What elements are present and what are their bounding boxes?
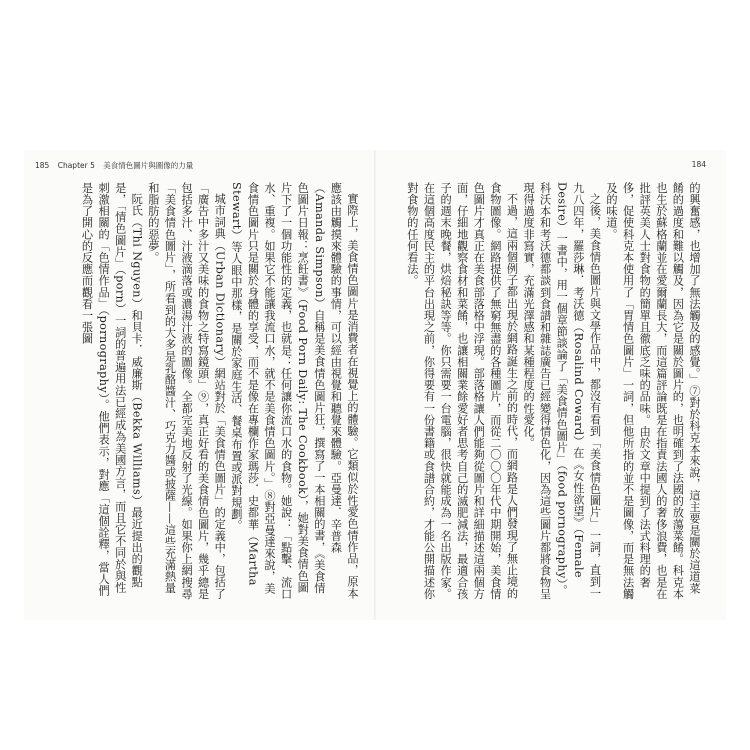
right-paragraph-3: 不過，這兩個例子都出現於網路誕生之前的時代，而網路是人們發現了無止境的食物圖像。網路提供了無窮無盡的各種圖片，而從二〇〇〇年代中期開始，美食情色圖片才真正在美食部落格中浮現。部落格讓人們能夠從圖片和詳細描述這兩個方面，仔細地觀察食材和菜餚，也讓相關業餘愛好者思考自己的滅肥減法，最適合孩子的週末晚餐，烘焙秘訣等等。你只需要一台電腦，很快就能成為一名出版作家。在這個高度民主的平台出現之前，你得要有一份書籍或食譜合約，才能公開描述你對食物的任何看法。 (405, 182, 519, 600)
right-paragraph-1: 的興奮感，也增加了無法觸及的感覺。」⑦對於科克本來說，這主要是關於這道菜餚的過度和難以觸及，因為它是關於圖片的，也明確到了法國的放蕩菜餚。科克本也生於蘇格蘭並在愛爾蘭長大，而這篇評論既是在指責法國人的奢侈浪費，也是在批評英美人士對食物的簡單且徹底乏味的品味。由於文章中提到了法式料理的奢侈，促使科克本使用了「胃情色圖片」一詞，但他所指的並不是圖像，而是無法觸及的味道。 (605, 182, 701, 600)
left-paragraph-2: 城市詞典（Urban Dictionary）網站對於「美食情色圖片」的定義中，包括了「廣告中多汁又美味的食物之特寫鏡頭」⑨，真正好看的美食情色圖片，幾乎總是包括多汁、汁液滴落或濃湯汁液的圖像。全都完美地反射了光線。如果你上網搜尋「美食情色圖片」，所看到的大多是乳酪醬汁、巧克力醬或披薩——這些充滿熱量和脂肪的惡夢。 (146, 182, 227, 600)
left-paragraph-3: 阮氏（Thi Nguyen）和貝卡．威廉斯（Bekka Williams）最近提出的觀點是，「情色圖片」（porn）一詞的普遍用法已經成為美國方言，而且它不同於與性刺激相關的「色情作品」（pornography）。他們表示，對應「這個詮釋，當人們是為了開心的反應而觀看一張圖 (80, 182, 144, 597)
book-gutter (374, 150, 376, 620)
running-title: 美食情色圖片與圖像的力量 (103, 161, 194, 170)
right-page-body (396, 182, 702, 602)
right-page-header (692, 160, 712, 169)
left-page-number: 185 (35, 161, 50, 170)
left-paragraph-1: 實際上，美食情色圖片是消費者在視覺上的體驗。它類似於性愛色情作品，原本應該由觸摸來體驗的事情，可以經由視覺和聽覺來體驗。亞曼達．辛普森（Amanda Simpson）自稱是美食情色圖片狂，撰寫了一本相關的書，《美食情色圖片日報：烹飪書》（Food Porn Daily: The Cookbook），她對美食情色圖片下了一個功能性的定義，也就是：任何讓你流口水的食物。她說：「點擊、流口水、重複。如果它不能讓我流口水，就不是美食情色圖片。」⑧對亞曼達來說，美食情色圖片只是關於身體的享受，而不是像在專欄作家瑪莎．史都華（Martha Stewart）等人眼中那樣，是關於家庭生活、餐桌布置或派對規劃。 (229, 182, 359, 600)
left-page-header (35, 160, 199, 171)
right-paragraph-2: 之後，美食情色圖片與文學作品中，都沒有看到「美食情色圖片」一詞，直到一九八四年，羅莎琳．考沃德（Rosalind Coward）在《女性欲望》（Female Desire）一書中，用一個章節談論了「美食情色圖片」（food pornography）。科沃本和考沃德都談到食譜和雜誌廣告已經變得情色化，因為這些圖片都將食物呈現得過度非寫實，充滿光澤感和某種程度的性愛化。 (522, 182, 602, 600)
chapter-label: Chapter 5 (57, 161, 95, 170)
right-page-number: 184 (691, 160, 706, 169)
left-page-body (38, 182, 360, 602)
